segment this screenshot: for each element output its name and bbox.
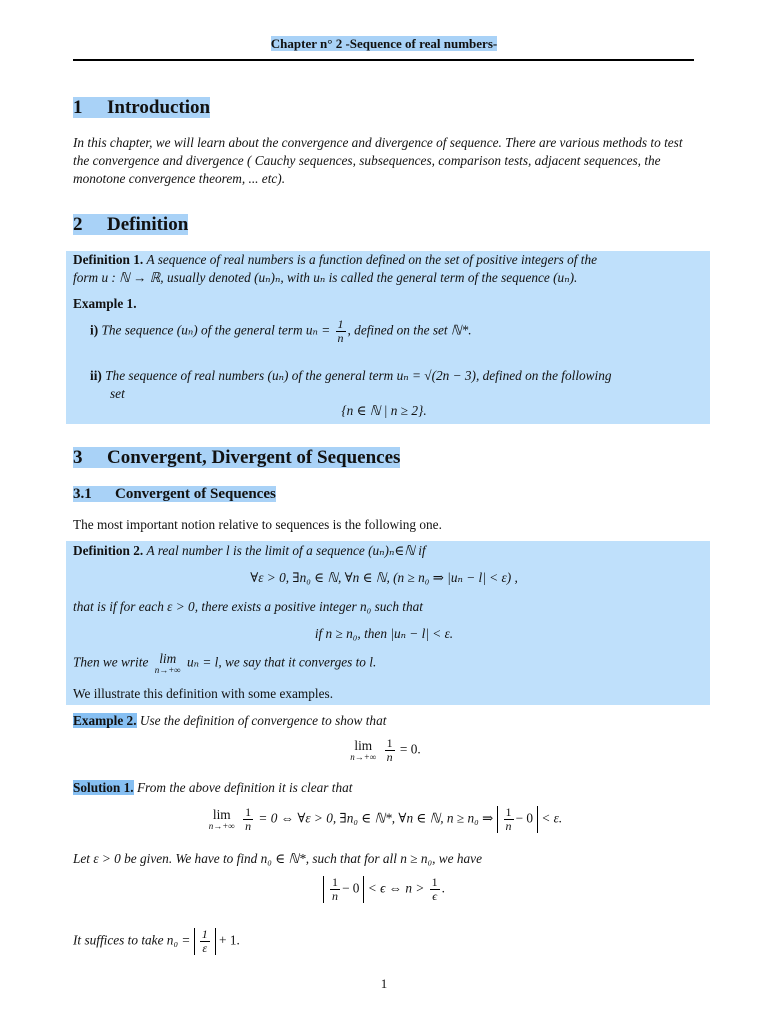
- section-convergent-heading: 3 Convergent, Divergent of Sequences: [73, 447, 401, 468]
- definition-1-text-a: A sequence of real numbers is a function defined on the set of positive integers of the: [146, 252, 598, 267]
- definition-2-text-2: that is if for each ε > 0, there exists a positive integer n₀ such that: [73, 599, 423, 614]
- example-1-label: Example 1.: [73, 296, 137, 311]
- solution-1-text-3: It suffices to take n₀ = $\frac{1}{\varepsilon}$ + 1.: [73, 927, 240, 955]
- definition-1-text-b: form u : ℕ → ℝ, usually denoted (uₙ)ₙ, with uₙ is called the general term of the sequence (uₙ).: [73, 270, 578, 285]
- header-rule: [73, 59, 694, 61]
- running-header: [0, 36, 768, 52]
- definition-2-text-4: We illustrate this definition with some examples.: [73, 686, 334, 701]
- solution-1-text-2: Let ε > 0 be given. We have to find n₀ ∈ ℕ*, such that for all n ≥ n₀, we have: [73, 851, 482, 866]
- example-1-item-2-cont: set: [110, 386, 125, 401]
- section-introduction-heading: 1 Introduction: [73, 97, 211, 118]
- introduction-paragraph: In this chapter, we will learn about the convergence and divergence of sequence. There are various methods to test the convergence and divergence ( Cauchy sequences, subsequences, comparison tests, adjacent sequences, the monotone convergence theorem, ... etc).: [73, 135, 683, 186]
- example-1-item-2: ii) The sequence of real numbers (uₙ) of the general term uₙ = √(2n − 3), defined on the following: [90, 368, 612, 383]
- example-1-set: {n ∈ ℕ | n ≥ 2}.: [341, 403, 427, 418]
- convergence-intro: The most important notion relative to sequences is the following one.: [73, 517, 442, 532]
- page-number: 1: [380, 976, 388, 991]
- section-definition-heading: 2 Definition: [73, 214, 189, 235]
- definition-1: [73, 251, 695, 269]
- definition-2: Definition 2. A real number l is the limit of a sequence (uₙ)ₙ∈ℕ if: [73, 543, 426, 558]
- definition-2-formula-1: ∀ε > 0, ∃n₀ ∈ ℕ, ∀n ∈ ℕ, (n ≥ n₀ ⇒ |uₙ − l| < ε) ,: [250, 570, 518, 585]
- definition-1-label: Definition 1.: [73, 252, 144, 267]
- example-2-formula: lim n→+∞ $\frac{1}{n}$ = 0.: [350, 736, 421, 764]
- example-1-item-1: i) The sequence (uₙ) of the general term uₙ = $\frac{1}{n}$ , defined on the set ℕ*.: [90, 317, 472, 345]
- definition-2-text-3: Then we write lim n→+∞ uₙ = l, we say that it converges to l.: [73, 651, 377, 675]
- solution-1: Solution 1. From the above definition it is clear that: [73, 780, 353, 795]
- definition-2-box: [66, 541, 710, 705]
- subsection-convergent-heading: 3.1 Convergent of Sequences: [73, 486, 276, 502]
- example-2: Example 2. Use the definition of convergence to show that: [73, 713, 387, 728]
- example-2-label: Example 2.: [73, 713, 137, 728]
- definition-2-formula-2: if n ≥ n₀, then |uₙ − l| < ε.: [314, 626, 454, 641]
- solution-1-label: Solution 1.: [73, 780, 134, 795]
- solution-1-formula-2: $\frac{1}{n}$ − 0 < ϵ ⇔ n > $\frac{1}{\epsilon}$ .: [73, 876, 695, 903]
- solution-1-formula-1: lim n→+∞ $\frac{1}{n}$ = 0 ⇔ ∀ε > 0, ∃n₀ ∈ ℕ*, ∀n ∈ ℕ, n ≥ n₀ ⇒ $\frac{1}{n}$ − 0 < ε.: [208, 805, 563, 833]
- running-header-title: Chapter n° 2 -Sequence of real numbers-: [270, 36, 498, 51]
